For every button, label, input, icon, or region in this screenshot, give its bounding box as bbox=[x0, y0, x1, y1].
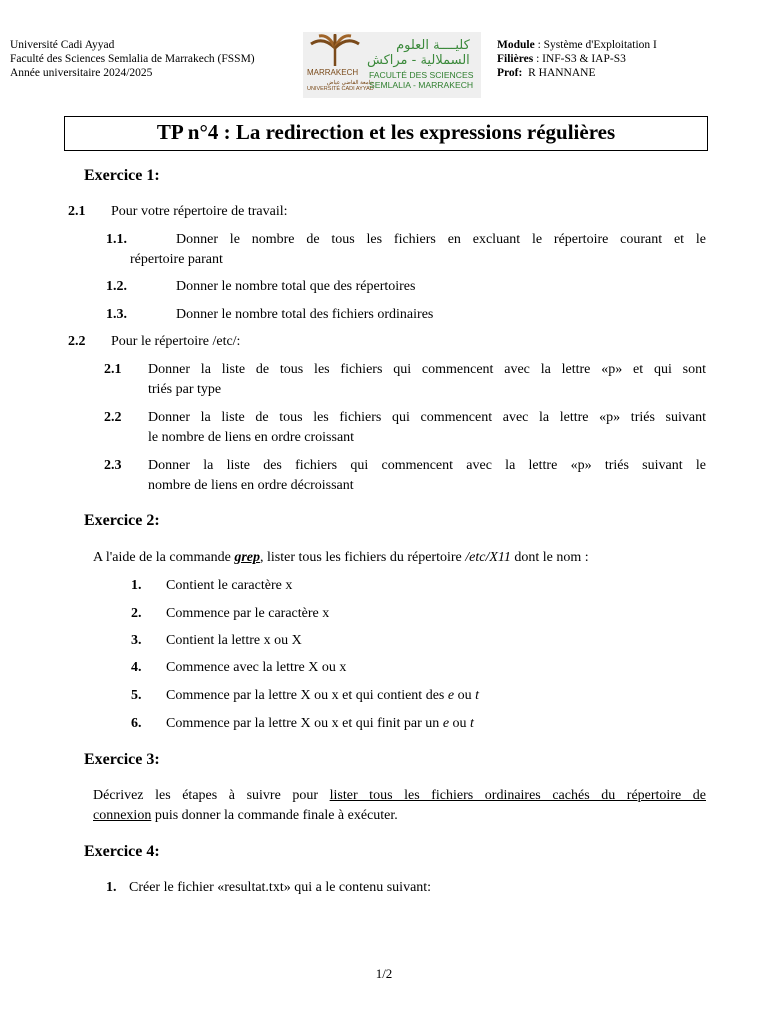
item-1-1-number: 1.1. bbox=[106, 232, 127, 247]
ex2-item-2-number: 2. bbox=[131, 606, 142, 621]
item-2-2-number: 2.2 bbox=[104, 410, 122, 425]
logo-arabic-top: كليــــة العلوم bbox=[396, 38, 470, 53]
ex2-item-6-text: Commence par la lettre X ou x et qui finit par un e ou t bbox=[166, 716, 474, 731]
ex2-item-1-text: Contient le caractère x bbox=[166, 578, 293, 593]
x11-directory: /etc/X11 bbox=[465, 550, 511, 565]
faculty-name: Faculté des Sciences Semlalia de Marrakech (FSSM) bbox=[10, 53, 255, 65]
course-info-block bbox=[497, 38, 657, 80]
ex2-item-2-text: Commence par le caractère x bbox=[166, 606, 330, 621]
exercise-2-heading: Exercice 2: bbox=[84, 512, 160, 529]
item-2-2-text: Donner la liste de tous les fichiers qui commencent avec la lettre «p» triés suivant bbox=[148, 410, 706, 425]
logo-arabic-bottom: السملالية - مراكش bbox=[367, 53, 470, 68]
filieres-line: Filières : INF-S3 & IAP-S3 bbox=[497, 53, 626, 65]
exercise-4-heading: Exercice 4: bbox=[84, 843, 160, 860]
page-title: TP n°4 : La redirection et les expressions régulières bbox=[64, 116, 708, 151]
exercise-3-line-1: Décrivez les étapes à suivre pour lister tous les fichiers ordinaires cachés du répertoire de bbox=[93, 788, 706, 803]
ex2-item-1-number: 1. bbox=[131, 578, 142, 593]
ex2-item-4-text: Commence avec la lettre X ou x bbox=[166, 660, 347, 675]
module-value: Système d'Exploitation I bbox=[543, 39, 657, 51]
item-2-1-text-cont: triés par type bbox=[148, 382, 222, 397]
logo-university-ar: جامعة القاضي عياض bbox=[326, 80, 374, 86]
item-2-1-text: Donner la liste de tous les fichiers qui commencent avec la lettre «p» et qui sont bbox=[148, 362, 706, 377]
logo-university bbox=[307, 80, 374, 92]
prof-value: R HANNANE bbox=[528, 67, 596, 79]
ex2-item-5-text: Commence par la lettre X ou x et qui contient des e ou t bbox=[166, 688, 479, 703]
item-2-1-number: 2.1 bbox=[104, 362, 122, 377]
logo-arabic-text bbox=[367, 38, 470, 68]
prof-line: Prof: R HANNANE bbox=[497, 67, 596, 79]
palm-emblem-icon bbox=[307, 34, 363, 68]
exercise-1-heading: Exercice 1: bbox=[84, 167, 160, 184]
exercise-2-intro: A l'aide de la commande grep, lister tous les fichiers du répertoire /etc/X11 dont le nom : bbox=[93, 550, 589, 565]
page-number: 1/2 bbox=[375, 966, 393, 981]
logo-french-line1: FACULTÉ DES SCIENCES bbox=[369, 70, 474, 80]
ex2-item-6-number: 6. bbox=[131, 716, 142, 731]
item-2-2-text-cont: le nombre de liens en ordre croissant bbox=[148, 430, 355, 445]
logo-french-line2: SEMLALIA - MARRAKECH bbox=[369, 80, 474, 90]
item-1-1-text: Donner le nombre de tous les fichiers en excluant le répertoire courant et le bbox=[176, 232, 706, 247]
ex2-item-3-text: Contient la lettre x ou X bbox=[166, 633, 302, 648]
section-2-1-text: Pour votre répertoire de travail: bbox=[111, 204, 288, 219]
logo-french-text bbox=[369, 70, 473, 90]
academic-year: Année universitaire 2024/2025 bbox=[10, 67, 153, 79]
item-1-3-text: Donner le nombre total des fichiers ordinaires bbox=[176, 307, 434, 322]
institution-block bbox=[10, 38, 255, 80]
item-2-3-text: Donner la liste des fichiers qui commencent avec la lettre «p» triés suivant le bbox=[148, 458, 706, 473]
item-2-3-number: 2.3 bbox=[104, 458, 122, 473]
university-name: Université Cadi Ayyad bbox=[10, 39, 115, 51]
module-line: Module : Système d'Exploitation I bbox=[497, 39, 657, 51]
ex2-item-3-number: 3. bbox=[131, 633, 142, 648]
exercise-3-line-2: connexion puis donner la commande finale à exécuter. bbox=[93, 808, 398, 823]
ex2-item-5-number: 5. bbox=[131, 688, 142, 703]
section-2-2-text: Pour le répertoire /etc/: bbox=[111, 334, 241, 349]
item-2-3-text-cont: nombre de liens en ordre décroissant bbox=[148, 478, 354, 493]
ex4-item-1-text: Créer le fichier «resultat.txt» qui a le contenu suivant: bbox=[129, 880, 432, 895]
ex2-item-4-number: 4. bbox=[131, 660, 142, 675]
grep-command: grep bbox=[234, 550, 260, 565]
item-1-1-text-cont: répertoire parant bbox=[130, 252, 223, 267]
filieres-value: INF-S3 & IAP-S3 bbox=[542, 53, 626, 65]
section-2-1-number: 2.1 bbox=[68, 204, 86, 219]
logo-university-fr: UNIVERSITÉ CADI AYYAD bbox=[307, 86, 374, 92]
item-1-2-text: Donner le nombre total que des répertoires bbox=[176, 279, 416, 294]
section-2-2-number: 2.2 bbox=[68, 334, 86, 349]
ex4-item-1-number: 1. bbox=[106, 880, 117, 895]
hidden-files-task: lister tous les fichiers ordinaires cachés du répertoire de bbox=[329, 788, 706, 803]
logo-city: MARRAKECH bbox=[307, 68, 359, 77]
faculty-logo bbox=[303, 32, 481, 98]
item-1-2-number: 1.2. bbox=[106, 279, 127, 294]
item-1-3-number: 1.3. bbox=[106, 307, 127, 322]
exercise-3-heading: Exercice 3: bbox=[84, 751, 160, 768]
